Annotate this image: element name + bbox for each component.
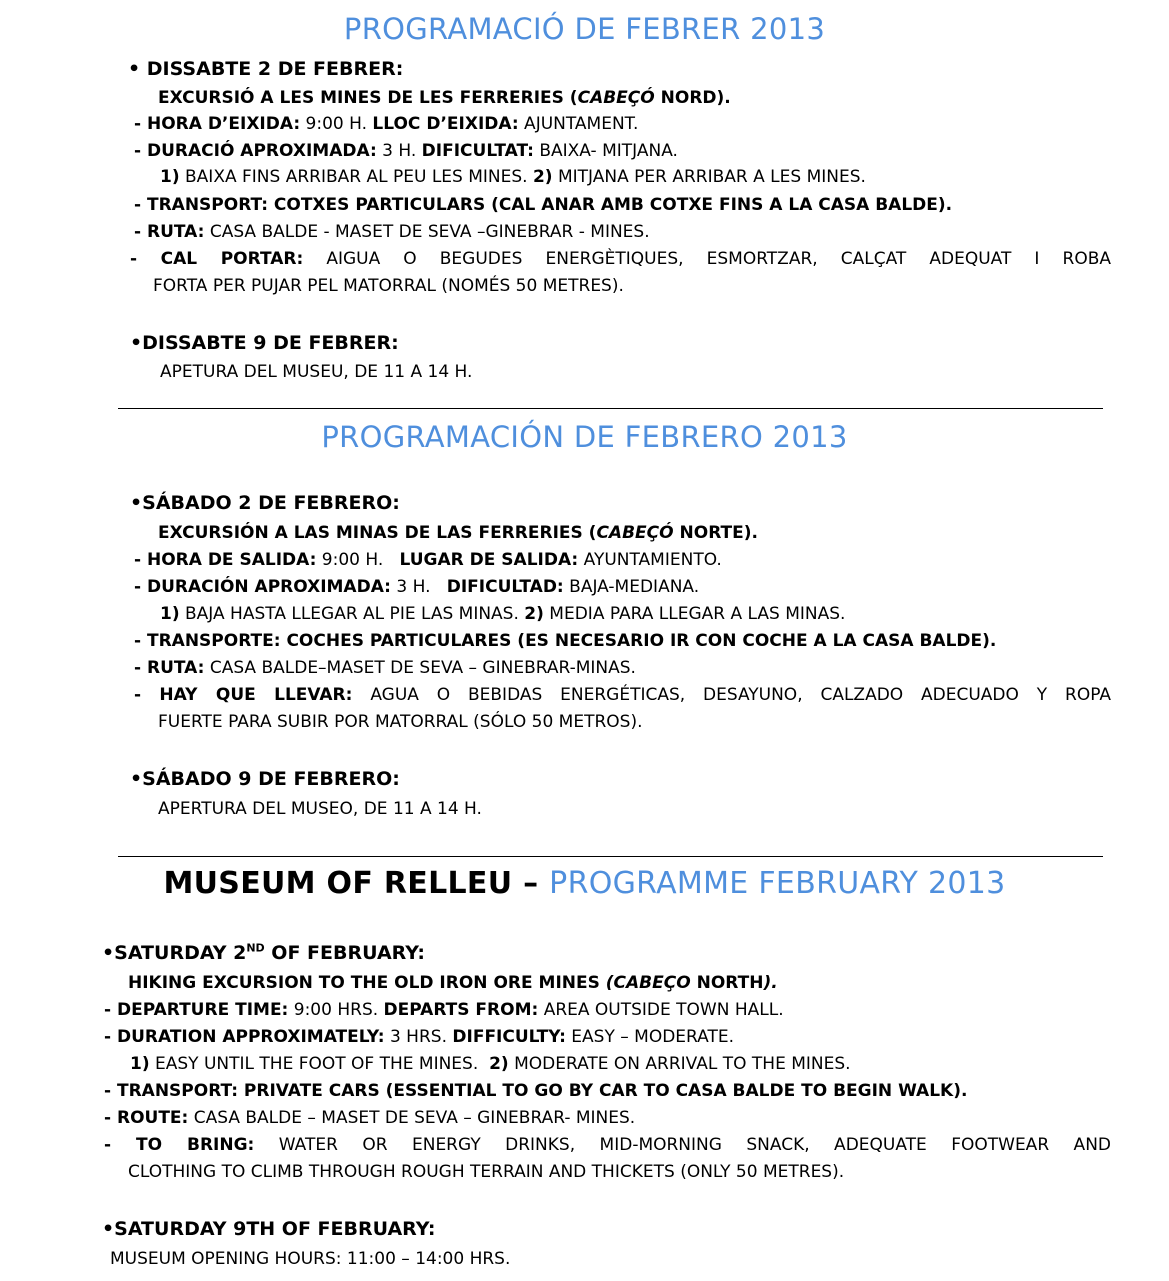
es-excursion-place: CABEÇÓ: [596, 523, 674, 543]
es-duracion-value: 3 H.: [390, 577, 447, 597]
en-hours-line: MUSEUM OPENING HOURS: 11:00 – 14:00 HRS.: [110, 1249, 511, 1269]
en-title-museum: MUSEUM OF RELLEU: [163, 866, 513, 901]
ca-step2-number: 2): [532, 167, 553, 187]
en-bring-label: - TO BRING:: [104, 1135, 255, 1155]
es-duracion-label: - DURACIÓN APROXIMADA:: [134, 577, 391, 597]
es-title: PROGRAMACIÓN DE FEBRERO 2013: [321, 420, 848, 454]
ca-portar-value: AIGUA O BEGUDES ENERGÈTIQUES, ESMORTZAR, CALÇAT ADEQUAT I ROBA: [303, 249, 1111, 269]
es-ruta-label: - RUTA:: [134, 658, 205, 678]
en-step2-number: 2): [489, 1054, 509, 1074]
en-departure-label: - DEPARTURE TIME:: [104, 1000, 289, 1020]
es-llevar-continued: FUERTE PARA SUBIR POR MATORRAL (SÓLO 50 METROS).: [158, 712, 643, 732]
en-day1-text-b: OF FEBRUARY:: [264, 942, 425, 964]
es-dificultad-label: DIFICULTAD:: [446, 577, 564, 597]
ca-ruta-label: - RUTA:: [134, 222, 205, 242]
ca-excursion-line: [158, 88, 731, 108]
en-duration-value: 3 HRS.: [384, 1027, 453, 1047]
en-departure-line: [104, 1000, 784, 1020]
en-hike-text-c: ).: [763, 973, 778, 993]
es-dificultad-value: BAJA-MEDIANA.: [563, 577, 700, 597]
en-departure-value: 9:00 HRS.: [288, 1000, 384, 1020]
en-duration-line: [104, 1027, 734, 1047]
es-step2-number: 2): [524, 604, 544, 624]
ca-portar-label: - CAL PORTAR:: [130, 249, 304, 269]
ca-portar-continued: FORTA PER PUJAR PEL MATORRAL (NOMÉS 50 METRES).: [153, 276, 624, 296]
en-step1-number: 1): [130, 1054, 150, 1074]
ca-excursion-text-b: NORD).: [654, 88, 731, 108]
ca-step1-text: BAIXA FINS ARRIBAR AL PEU LES MINES.: [179, 167, 533, 187]
es-day1-heading: •SÁBADO 2 DE FEBRERO:: [130, 492, 400, 514]
ca-excursion-text-a: EXCURSIÓ A LES MINES DE LES FERRERIES (: [158, 88, 578, 108]
ca-title: PROGRAMACIÓ DE FEBRER 2013: [343, 12, 826, 46]
es-hora-line: [134, 550, 722, 570]
ca-hora-value: 9:00 H.: [300, 114, 373, 134]
es-excursion-text-a: EXCURSIÓN A LAS MINAS DE LAS FERRERIES (: [158, 523, 597, 543]
en-departs-from-value: AREA OUTSIDE TOWN HALL.: [538, 1000, 784, 1020]
ca-durada-value: 3 H.: [376, 141, 422, 161]
ca-ruta-value: CASA BALDE - MASET DE SEVA –GINEBRAR - MINES.: [204, 222, 650, 242]
es-hora-value: 9:00 H.: [316, 550, 400, 570]
es-llevar-line: [134, 682, 1111, 708]
ca-hora-label: - HORA D’EIXIDA:: [134, 114, 301, 134]
en-step1-text: EASY UNTIL THE FOOT OF THE MINES.: [149, 1054, 490, 1074]
es-step1-text: BAJA HASTA LLEGAR AL PIE LAS MINAS.: [179, 604, 525, 624]
en-day1-ordinal: ND: [246, 941, 265, 955]
en-route-line: [104, 1108, 635, 1128]
ca-transport-line: - TRANSPORT: COTXES PARTICULARS (CAL ANAR AMB COTXE FINS A LA CASA BALDE).: [134, 195, 953, 215]
es-llevar-label: - HAY QUE LLEVAR:: [134, 685, 353, 705]
en-duration-label: - DURATION APPROXIMATELY:: [104, 1027, 385, 1047]
ca-lloc-value: AJUNTAMENT.: [518, 114, 639, 134]
es-duracion-line: [134, 577, 699, 597]
ca-ruta-line: [134, 222, 650, 242]
en-title-dash: –: [512, 866, 550, 901]
es-ruta-value: CASA BALDE–MASET DE SEVA – GINEBRAR-MINAS.: [204, 658, 636, 678]
ca-dificultat-label: DIFICULTAT:: [421, 141, 534, 161]
section-divider-1: [118, 408, 1103, 409]
en-hike-place: (CABEÇO: [605, 973, 691, 993]
en-difficulty-label: DIFFICULTY:: [452, 1027, 566, 1047]
es-apertura-line: APERTURA DEL MUSEO, DE 11 A 14 H.: [158, 799, 482, 819]
es-ruta-line: [134, 658, 636, 678]
en-day2-heading: •SATURDAY 9TH OF FEBRUARY:: [102, 1218, 436, 1240]
ca-day1-heading: • DISSABTE 2 DE FEBRER:: [128, 58, 404, 80]
ca-durada-label: - DURACIÓ APROXIMADA:: [134, 141, 377, 161]
ca-steps-line: [160, 167, 866, 187]
es-step1-number: 1): [160, 604, 180, 624]
ca-step2-text: MITJANA PER ARRIBAR A LES MINES.: [552, 167, 866, 187]
ca-step1-number: 1): [160, 167, 180, 187]
ca-obertura-line: APETURA DEL MUSEU, DE 11 A 14 H.: [160, 362, 473, 382]
es-llevar-value: AGUA O BEBIDAS ENERGÉTICAS, DESAYUNO, CALZADO ADECUADO Y ROPA: [352, 685, 1111, 705]
en-difficulty-value: EASY – MODERATE.: [565, 1027, 735, 1047]
ca-dificultat-value: BAIXA- MITJANA.: [533, 141, 678, 161]
en-route-label: - ROUTE:: [104, 1108, 189, 1128]
en-bring-line: [104, 1132, 1111, 1158]
ca-hora-line: [134, 114, 638, 134]
en-step2-text: MODERATE ON ARRIVAL TO THE MINES.: [508, 1054, 851, 1074]
en-title: [0, 866, 1169, 901]
en-day1-text-a: •SATURDAY 2: [102, 942, 247, 964]
ca-portar-line: [130, 246, 1111, 272]
en-route-value: CASA BALDE – MASET DE SEVA – GINEBRAR- MINES.: [188, 1108, 636, 1128]
es-excursion-text-b: NORTE).: [673, 523, 758, 543]
es-excursion-line: [158, 523, 758, 543]
en-bring-value: WATER OR ENERGY DRINKS, MID-MORNING SNACK, ADEQUATE FOOTWEAR AND: [254, 1135, 1111, 1155]
es-lugar-value: AYUNTAMIENTO.: [578, 550, 722, 570]
en-hike-line: [128, 973, 778, 993]
en-hike-text-a: HIKING EXCURSION TO THE OLD IRON ORE MINES: [128, 973, 606, 993]
ca-excursion-place: CABEÇÓ: [577, 88, 655, 108]
es-transporte-line: - TRANSPORTE: COCHES PARTICULARES (ES NECESARIO IR CON COCHE A LA CASA BALDE).: [134, 631, 997, 651]
en-departs-from-label: DEPARTS FROM:: [383, 1000, 539, 1020]
section-divider-2: [118, 856, 1103, 857]
en-steps-line: [130, 1054, 851, 1074]
es-day2-heading: •SÁBADO 9 DE FEBRERO:: [130, 768, 400, 790]
es-lugar-label: LUGAR DE SALIDA:: [399, 550, 579, 570]
ca-durada-line: [134, 141, 678, 161]
es-step2-text: MEDIA PARA LLEGAR A LAS MINAS.: [543, 604, 846, 624]
en-title-programme: PROGRAMME FEBRUARY 2013: [549, 866, 1006, 901]
en-hike-text-b: NORTH: [690, 973, 764, 993]
ca-lloc-label: LLOC D’EIXIDA:: [372, 114, 519, 134]
en-day1-heading: [102, 942, 425, 964]
en-bring-continued: CLOTHING TO CLIMB THROUGH ROUGH TERRAIN AND THICKETS (ONLY 50 METRES).: [128, 1162, 845, 1182]
es-hora-label: - HORA DE SALIDA:: [134, 550, 317, 570]
en-transport-line: - TRANSPORT: PRIVATE CARS (ESSENTIAL TO GO BY CAR TO CASA BALDE TO BEGIN WALK).: [104, 1081, 968, 1101]
es-steps-line: [160, 604, 845, 624]
ca-day2-heading: •DISSABTE 9 DE FEBRER:: [130, 332, 399, 354]
